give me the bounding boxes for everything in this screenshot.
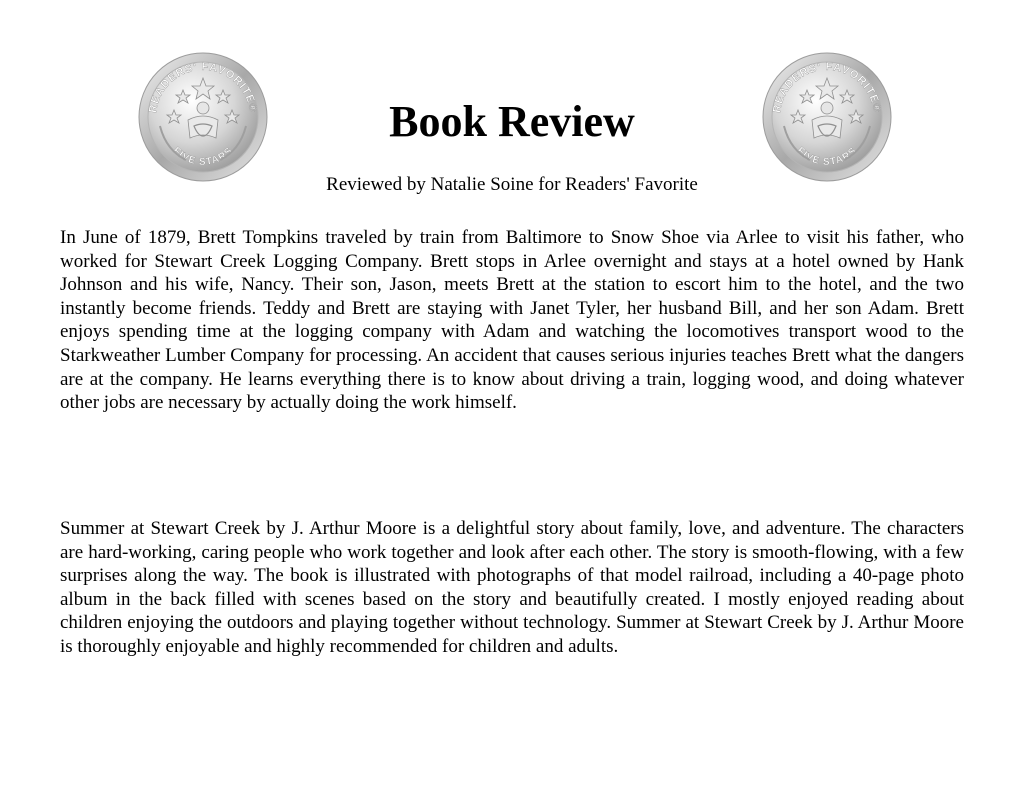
review-paragraph-summary: In June of 1879, Brett Tompkins traveled by train from Baltimore to Snow Shoe via Arlee to visit his father, who worked for Stewart Creek Logging Company. Brett stops in Arlee overnight and stays at a hotel owned by Hank Johnson and his wife, Nancy. Their son, Jason, meets Brett at the station to escort him to the hotel, and the two instantly become friends. Teddy and Brett are staying with Janet Tyler, her husband Bill, and her son Adam. Brett enjoys spending time at the logging company with Adam and watching the locomotives transport wood to the Starkweather Lumber Company for processing. An accident that causes serious injuries teaches Brett what the dangers are at the company. He learns everything there is to know about driving a train, logging wood, and doing whatever other jobs are necessary by actually doing the work himself. <box>60 227 964 414</box>
reviewer-byline: Reviewed by Natalie Soine for Readers' Favorite <box>326 174 698 195</box>
seal-bottom-text: FIVE STARS <box>170 145 236 168</box>
seal-bottom-text: FIVE STARS <box>794 145 860 168</box>
seal-top-text: READERS' FAVORITE® <box>771 60 883 114</box>
page-title: Book Review <box>389 97 635 146</box>
review-paragraph-opinion: Summer at Stewart Creek by J. Arthur Moore is a delightful story about family, love, and adventure. The characters are hard-working, caring people who work together and look after each other. The story is smooth-flowing, with a few surprises along the way. The book is illustrated with photographs of that model railroad, including a 40-page photo album in the back filled with scenes based on the story and beautifully created. I mostly enjoyed reading about children enjoying the outdoors and playing together without technology. Summer at Stewart Creek by J. Arthur Moore is thoroughly enjoyable and highly recommended for children and adults. <box>60 518 964 657</box>
seal-top-text: READERS' FAVORITE® <box>147 60 259 114</box>
